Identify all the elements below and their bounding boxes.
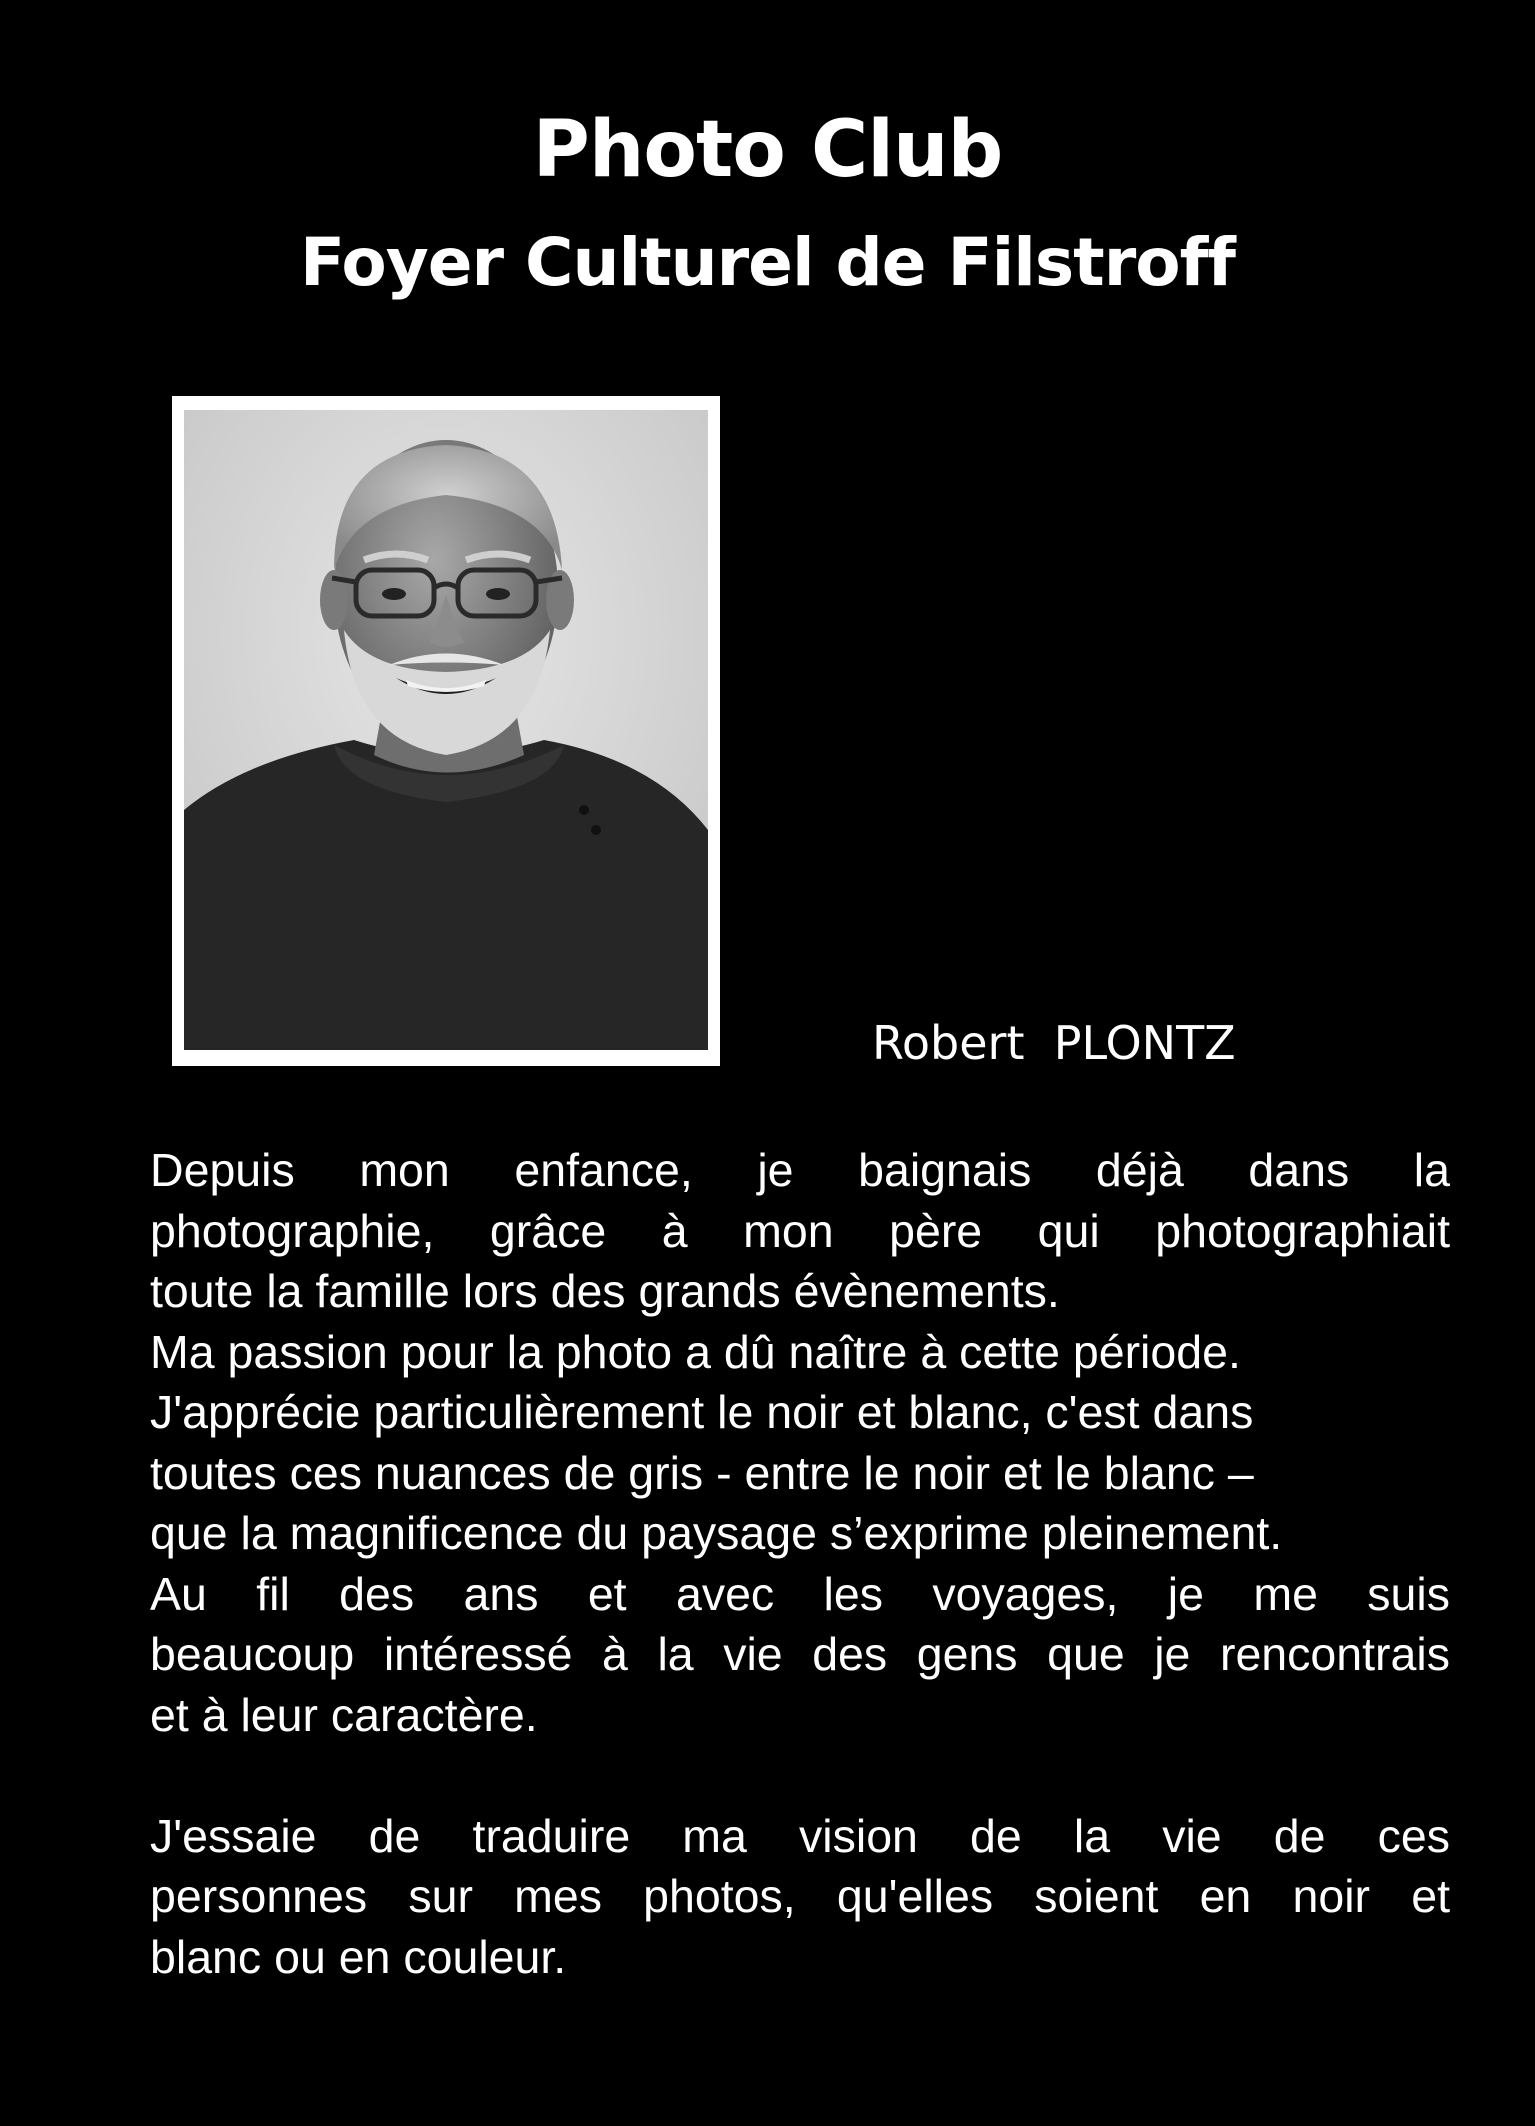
bio-line: Au fil des ans et avec les voyages, je me suis	[150, 1567, 1450, 1620]
bio-line: Depuis mon enfance, je baignais déjà dans la	[150, 1144, 1450, 1196]
bio-line: toute la famille lors des grands évènements.	[150, 1265, 1060, 1317]
bio-line: J'essaie de traduire ma vision de la vie de ces	[150, 1809, 1450, 1862]
bio-line: J'apprécie particulièrement le noir et blanc, c'est dans	[150, 1386, 1254, 1438]
bio-line: que la magnificence du paysage s’exprime pleinement.	[150, 1507, 1283, 1559]
bio-line: photographie, grâce à mon père qui photographiait	[150, 1204, 1450, 1257]
paragraph-spacer	[150, 1745, 1450, 1806]
photographer-name: Robert PLONTZ	[872, 1016, 1236, 1070]
bio-line: toutes ces nuances de gris - entre le noir et le blanc –	[150, 1446, 1254, 1499]
page-subtitle: Foyer Culturel de Filstroff	[299, 224, 1236, 301]
bio-line: et à leur caractère.	[150, 1688, 538, 1741]
page-title: Photo Club	[532, 105, 1003, 195]
bio-line: blanc ou en couleur.	[150, 1930, 567, 1983]
portrait-photo	[184, 410, 708, 1050]
portrait-illustration	[184, 410, 708, 1050]
bio-line: beaucoup intéressé à la vie des gens que je rencontrais	[150, 1628, 1450, 1680]
biography	[150, 1140, 1450, 1987]
portrait-frame	[172, 396, 720, 1066]
bio-line: Ma passion pour la photo a dû naître à cette période.	[150, 1325, 1241, 1378]
bio-line: personnes sur mes photos, qu'elles soient en noir et	[150, 1870, 1450, 1922]
